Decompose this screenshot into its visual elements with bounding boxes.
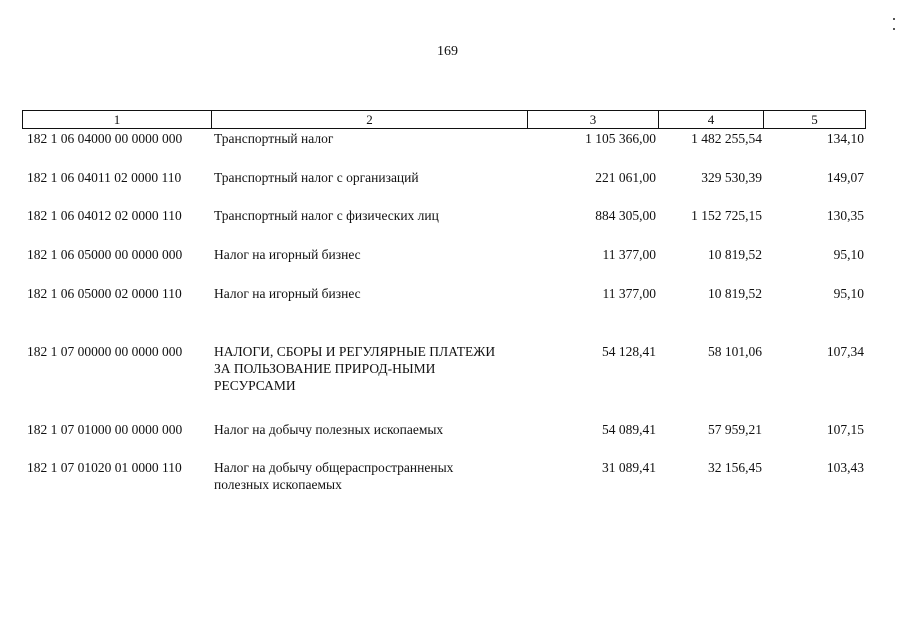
row-value-5: 130,35 — [826, 208, 864, 223]
row-code: 182 1 06 04012 02 0000 110 — [27, 208, 182, 223]
row-value-4: 10 819,52 — [708, 286, 762, 301]
row-value-5: 134,10 — [826, 131, 864, 146]
row-value-4: 10 819,52 — [708, 247, 762, 262]
page-number: 169 — [437, 44, 458, 59]
row-value-4: 58 101,06 — [708, 344, 762, 359]
column-header-2: 2 — [212, 111, 528, 129]
row-code: 182 1 06 05000 02 0000 110 — [27, 286, 182, 301]
row-value-3: 221 061,00 — [595, 170, 656, 185]
row-value-3: 54 128,41 — [602, 344, 656, 359]
row-name: Налог на добычу общераспространненых полезных ископаемых — [214, 460, 454, 492]
column-header-4: 4 — [659, 111, 764, 129]
column-header-row — [23, 111, 866, 129]
row-value-4: 32 156,45 — [708, 460, 762, 475]
column-header-3: 3 — [528, 111, 659, 129]
row-value-3: 11 377,00 — [602, 286, 656, 301]
row-value-5: 149,07 — [826, 170, 864, 185]
row-name: Налог на добычу полезных ископаемых — [214, 422, 444, 437]
row-code: 182 1 07 00000 00 0000 000 — [27, 344, 183, 359]
row-value-5: 103,43 — [826, 460, 864, 475]
row-name: Транспортный налог с физических лиц — [214, 208, 439, 223]
row-code: 182 1 06 04000 00 0000 000 — [27, 131, 183, 146]
row-value-5: 95,10 — [833, 286, 864, 301]
row-value-4: 1 152 725,15 — [691, 208, 762, 223]
scan-speck — [893, 18, 895, 20]
row-code: 182 1 07 01000 00 0000 000 — [27, 422, 183, 437]
row-code: 182 1 06 05000 00 0000 000 — [27, 247, 183, 262]
row-value-3: 884 305,00 — [595, 208, 656, 223]
row-code: 182 1 06 04011 02 0000 110 — [27, 170, 182, 185]
row-value-4: 1 482 255,54 — [691, 131, 762, 146]
row-value-3: 11 377,00 — [602, 247, 656, 262]
row-value-4: 57 959,21 — [708, 422, 762, 437]
row-name: Налог на игорный бизнес — [214, 286, 361, 301]
row-value-3: 54 089,41 — [602, 422, 656, 437]
row-name: НАЛОГИ, СБОРЫ И РЕГУЛЯРНЫЕ ПЛАТЕЖИ ЗА ПОЛЬЗОВАНИЕ ПРИРОД-НЫМИ РЕСУРСАМИ — [214, 344, 496, 393]
column-header-table — [22, 110, 866, 129]
row-value-4: 329 530,39 — [701, 170, 762, 185]
column-header-5: 5 — [764, 111, 866, 129]
row-name: Налог на игорный бизнес — [214, 247, 361, 262]
row-value-3: 31 089,41 — [602, 460, 656, 475]
row-value-5: 107,15 — [826, 422, 864, 437]
row-value-5: 107,34 — [826, 344, 864, 359]
row-name: Транспортный налог — [214, 131, 334, 146]
row-value-3: 1 105 366,00 — [585, 131, 656, 146]
row-code: 182 1 07 01020 01 0000 110 — [27, 460, 182, 475]
scan-speck — [893, 28, 895, 30]
column-header-1: 1 — [23, 111, 212, 129]
row-name: Транспортный налог с организаций — [214, 170, 419, 185]
row-value-5: 95,10 — [833, 247, 864, 262]
